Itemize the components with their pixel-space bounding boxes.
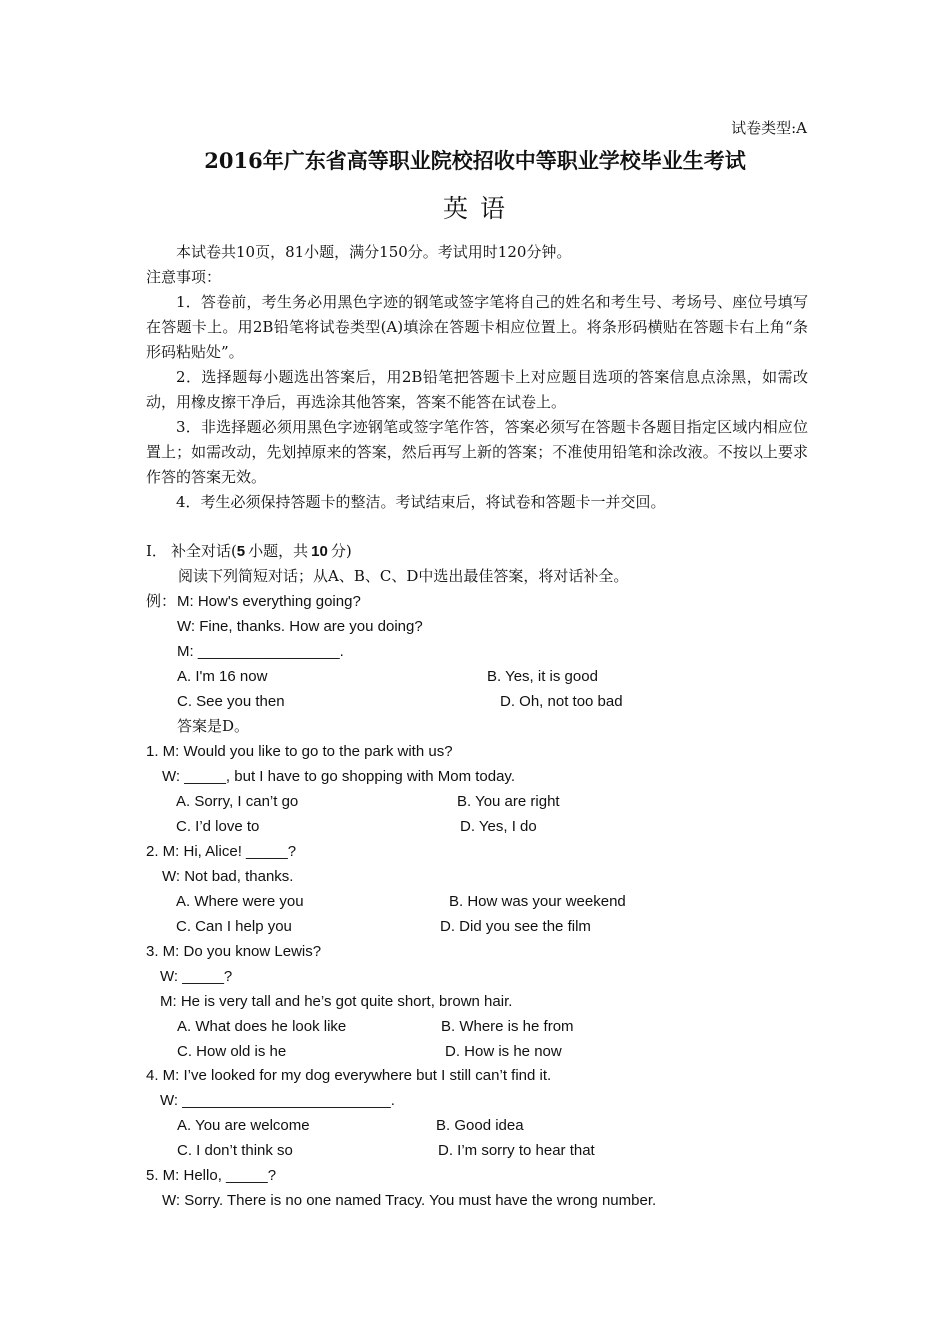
example-option-c: C. See you then [177,693,285,710]
question-4-option-b: B. Good idea [436,1117,524,1134]
section-numeral: Ⅰ． [146,542,167,560]
question-3-line-1: 3. M: Do you know Lewis? [146,943,322,960]
question-1-option-d: D. Yes, I do [460,818,537,835]
question-4-option-d: D. I’m sorry to hear that [438,1142,595,1159]
example-option-b: B. Yes, it is good [487,668,598,685]
section-title-suffix: 分) [330,542,352,560]
note-item-1: 1．答卷前，考生务必用黑色字迹的钢笔或签字笔将自己的姓名和考生号、考场号、座位号填写在答题卡上。用2B铅笔将试卷类型(A)填涂在答题卡相应位置上。将条形码横贴在答题卡右上角“条形码粘贴处”。 [146,293,808,361]
section-points: 10 [311,543,328,560]
section-heading [146,539,352,565]
example-line-1: M: How's everything going? [177,593,361,610]
question-5-line-1: 5. M: Hello, _____? [146,1167,277,1184]
question-4-option-c: C. I don’t think so [177,1142,293,1159]
question-3-line-3: M: He is very tall and he’s got quite short, brown hair. [160,993,513,1010]
example-label: 例： [146,592,177,610]
question-3-option-c: C. How old is he [177,1043,287,1060]
question-2-line-1: 2. M: Hi, Alice! _____? [146,843,297,860]
question-1-line-1: 1. M: Would you like to go to the park with us? [146,743,453,760]
question-1-line-2: W: _____, but I have to go shopping with Mom today. [162,768,515,785]
note-item-2: 2．选择题每小题选出答案后，用2B铅笔把答题卡上对应题目选项的答案信息点涂黑，如需改动，用橡皮擦干净后，再选涂其他答案，答案不能答在试卷上。 [146,368,808,411]
example-option-d: D. Oh, not too bad [500,693,623,710]
question-1-option-c: C. I’d love to [176,818,260,835]
question-3-option-b: B. Where is he from [441,1018,574,1035]
question-2-line-2: W: Not bad, thanks. [162,868,294,885]
question-2-option-b: B. How was your weekend [449,893,626,910]
question-3-option-a: A. What does he look like [177,1018,347,1035]
question-2-option-a: A. Where were you [176,893,304,910]
example-line-3: M: _________________. [177,643,344,660]
question-3-option-d: D. How is he now [445,1043,562,1060]
question-3-line-2: W: _____? [160,968,233,985]
section-title-prefix: 补全对话( [170,542,237,560]
subject-title: 英 语 [443,194,507,223]
question-1-option-b: B. You are right [457,793,560,810]
section-title-mid: 小题，共 [248,542,309,560]
notes-label: 注意事项： [146,268,222,286]
question-2-option-d: D. Did you see the film [440,918,591,935]
question-1-option-a: A. Sorry, I can’t go [176,793,299,810]
example-answer: 答案是D。 [177,717,250,735]
question-5-line-2: W: Sorry. There is no one named Tracy. You must have the wrong number. [162,1192,657,1209]
paper-type-label: 试卷类型:A [731,119,807,137]
section-question-count: 5 [236,543,246,560]
note-item-3: 3．非选择题必须用黑色字迹钢笔或签字笔作答，答案必须写在答题卡各题目指定区域内相应位置上；如需改动，先划掉原来的答案，然后再写上新的答案；不准使用铅笔和涂改液。不按以上要求作答的答案无效。 [146,418,808,486]
exam-title: 2016年广东省高等职业院校招收中等职业学校毕业生考试 [204,148,746,173]
example-line-2: W: Fine, thanks. How are you doing? [177,618,423,635]
question-2-option-c: C. Can I help you [176,918,292,935]
question-4-line-1: 4. M: I’ve looked for my dog everywhere but I still can’t find it. [146,1067,552,1084]
exam-summary: 本试卷共10页，81小题，满分150分。考试用时120分钟。 [176,243,572,261]
note-item-4: 4．考生必须保持答题卡的整洁。考试结束后，将试卷和答题卡一并交回。 [176,493,666,511]
example-option-a: A. I'm 16 now [177,668,268,685]
question-4-line-2: W: _________________________. [160,1092,395,1109]
section-instruction: 阅读下列简短对话；从A、B、C、D中选出最佳答案，将对话补全。 [178,567,629,585]
question-4-option-a: A. You are welcome [177,1117,310,1134]
